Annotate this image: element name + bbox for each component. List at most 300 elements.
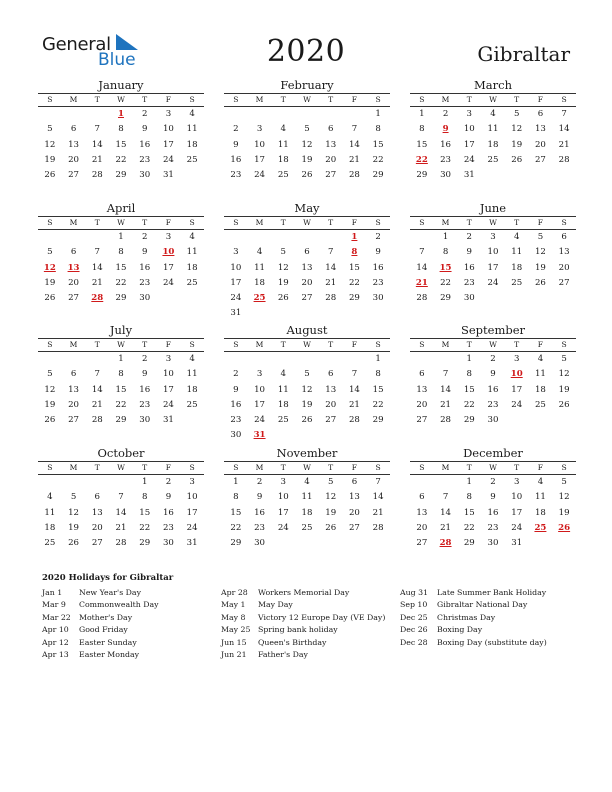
weekday-label: T (280, 340, 286, 349)
day-cell: 24 (254, 415, 266, 426)
day-cell: 15 (115, 262, 127, 273)
day-cell: 24 (162, 399, 174, 410)
day-cell: 1 (375, 109, 381, 119)
day-cell: 2 (466, 232, 473, 242)
day-cell: 16 (230, 154, 242, 165)
day-cell: 18 (186, 139, 198, 150)
holiday-name: May Day (258, 600, 293, 610)
weekday-label: S (233, 463, 239, 472)
day-cell: 28 (440, 415, 452, 426)
day-cell: 11 (487, 124, 499, 135)
day-cell: 13 (325, 139, 337, 150)
day-cell: 29 (115, 415, 127, 426)
holiday-date: Dec 26 (400, 625, 428, 635)
holiday-date: Apr 13 (42, 649, 69, 659)
day-cell: 29 (463, 538, 475, 549)
day-cell: 29 (115, 293, 127, 304)
day-cell: 3 (466, 109, 473, 119)
day-cell: 31 (162, 415, 174, 426)
day-cell: 25 (487, 154, 499, 165)
day-cell: 17 (511, 507, 523, 518)
holiday-entry (42, 587, 159, 599)
day-cell: 16 (487, 507, 499, 518)
day-grid (224, 475, 390, 551)
day-cell: 29 (230, 538, 242, 549)
day-cell: 24 (254, 170, 266, 181)
day-cell: 10 (487, 247, 499, 258)
day-cell: 9 (165, 492, 172, 503)
weekday-label: T (142, 340, 148, 349)
weekday-label: W (489, 218, 497, 227)
day-cell: 5 (561, 354, 567, 364)
holiday-name: Commonwealth Day (79, 600, 159, 610)
weekday-label: T (466, 95, 472, 104)
weekday-label: S (419, 463, 425, 472)
weekday-label: T (142, 463, 148, 472)
day-cell: 26 (44, 415, 56, 426)
empty-cell (343, 107, 367, 122)
day-grid (224, 352, 390, 444)
day-cell: 14 (372, 492, 384, 503)
day-cell: 21 (91, 399, 103, 410)
day-cell: 1 (141, 477, 148, 487)
day-cell: 23 (487, 522, 499, 533)
day-cell: 8 (466, 492, 473, 503)
day-cell: 2 (256, 477, 263, 487)
calendar-year: 2020 (266, 34, 346, 69)
day-cell: 29 (372, 170, 384, 181)
weekday-label: F (351, 218, 358, 227)
day-cell: 3 (165, 109, 172, 119)
month-june (410, 201, 576, 306)
day-cell: 24 (511, 522, 523, 533)
day-cell: 29 (416, 170, 428, 181)
weekday-label: F (537, 95, 544, 104)
day-cell: 8 (233, 492, 239, 503)
holiday-day: 25 (253, 293, 266, 304)
holiday-entry (221, 599, 385, 611)
holiday-date: Mar 22 (42, 612, 71, 622)
day-cell: 30 (440, 170, 452, 181)
day-cell: 28 (348, 415, 360, 426)
day-cell: 26 (301, 170, 313, 181)
day-cell: 18 (277, 154, 289, 165)
month-october (38, 446, 204, 551)
day-cell: 7 (419, 247, 425, 258)
holiday-name: Spring bank holiday (258, 625, 338, 635)
holiday-date: May 8 (221, 612, 246, 622)
weekday-label: T (94, 218, 100, 227)
holiday-day: 15 (439, 262, 452, 273)
day-cell: 12 (534, 247, 546, 258)
weekday-label: M (441, 218, 450, 227)
empty-cell (271, 107, 295, 122)
day-grid (38, 107, 204, 183)
day-cell: 6 (561, 232, 567, 242)
day-cell: 8 (466, 369, 473, 380)
day-cell: 16 (440, 139, 452, 150)
weekday-label: S (561, 218, 567, 227)
day-cell: 4 (47, 492, 53, 503)
month-december (410, 446, 576, 551)
weekday-label: T (514, 463, 520, 472)
day-cell: 18 (534, 384, 546, 395)
day-cell: 29 (440, 293, 452, 304)
day-cell: 16 (230, 399, 242, 410)
day-cell: 16 (139, 139, 151, 150)
day-cell: 9 (141, 124, 148, 135)
day-cell: 3 (233, 247, 239, 258)
month-title: June (479, 201, 507, 215)
day-cell: 7 (375, 477, 381, 487)
holiday-entry (400, 587, 547, 599)
weekday-label: S (375, 95, 381, 104)
day-cell: 23 (440, 154, 452, 165)
empty-cell (248, 107, 272, 122)
holiday-day: 28 (439, 538, 452, 549)
day-cell: 26 (325, 522, 337, 533)
empty-cell (295, 230, 319, 245)
day-cell: 5 (304, 369, 310, 380)
weekday-header (224, 93, 390, 107)
day-cell: 9 (256, 492, 263, 503)
weekday-label: M (69, 218, 78, 227)
month-title: November (276, 446, 338, 460)
day-cell: 10 (186, 492, 198, 503)
weekday-label: F (165, 463, 172, 472)
weekday-label: W (489, 340, 497, 349)
weekday-label: S (419, 95, 425, 104)
logo-general-text: General (42, 34, 111, 55)
weekday-header (410, 338, 576, 352)
weekday-label: M (255, 340, 264, 349)
day-cell: 20 (348, 507, 360, 518)
day-cell: 1 (118, 232, 124, 242)
empty-cell (62, 475, 86, 490)
day-cell: 2 (375, 232, 381, 242)
day-cell: 3 (513, 354, 520, 364)
weekday-label: S (47, 340, 53, 349)
day-cell: 22 (372, 399, 384, 410)
day-cell: 3 (165, 354, 172, 364)
day-cell: 3 (490, 232, 496, 242)
day-cell: 11 (44, 507, 56, 518)
month-february (224, 78, 390, 183)
weekday-label: T (466, 463, 472, 472)
weekday-label: W (489, 95, 497, 104)
day-cell: 6 (70, 124, 77, 135)
day-cell: 4 (280, 124, 287, 135)
month-july (38, 323, 204, 428)
day-cell: 28 (348, 170, 360, 181)
day-cell: 17 (511, 384, 523, 395)
weekday-label: T (142, 218, 148, 227)
day-cell: 4 (189, 232, 195, 242)
day-cell: 7 (94, 369, 101, 380)
day-cell: 29 (139, 538, 151, 549)
day-cell: 30 (139, 170, 151, 181)
weekday-label: T (280, 95, 286, 104)
holiday-date: Apr 12 (42, 637, 69, 647)
day-cell: 26 (44, 170, 56, 181)
day-cell: 23 (139, 399, 151, 410)
day-cell: 6 (537, 109, 544, 119)
holiday-entry (42, 599, 159, 611)
day-cell: 21 (558, 139, 570, 150)
holiday-column-2 (221, 587, 385, 661)
weekday-label: M (255, 218, 264, 227)
day-cell: 27 (348, 522, 360, 533)
day-cell: 29 (463, 415, 475, 426)
day-cell: 2 (490, 354, 496, 364)
weekday-header (224, 216, 390, 230)
empty-cell (410, 230, 434, 245)
day-cell: 15 (348, 262, 360, 273)
weekday-label: T (328, 218, 334, 227)
day-cell: 2 (141, 109, 148, 119)
day-cell: 19 (534, 262, 546, 273)
day-cell: 2 (141, 354, 148, 364)
day-cell: 2 (233, 124, 239, 135)
day-cell: 9 (233, 384, 239, 395)
day-cell: 20 (325, 154, 337, 165)
holiday-name: Gibraltar National Day (437, 600, 528, 610)
day-cell: 14 (91, 262, 103, 273)
holiday-entry (221, 624, 385, 636)
day-cell: 12 (558, 492, 570, 503)
day-cell: 21 (372, 507, 384, 518)
weekday-label: F (165, 218, 172, 227)
day-cell: 17 (230, 277, 242, 288)
day-cell: 27 (558, 277, 570, 288)
holiday-day: 1 (351, 232, 358, 242)
day-cell: 18 (487, 139, 499, 150)
day-cell: 9 (141, 247, 148, 258)
day-cell: 20 (416, 522, 428, 533)
day-cell: 25 (186, 277, 198, 288)
day-cell: 1 (466, 477, 473, 487)
weekday-label: T (280, 463, 286, 472)
holiday-date: May 25 (221, 625, 251, 635)
day-cell: 23 (372, 277, 384, 288)
empty-cell (62, 352, 86, 367)
day-cell: 7 (327, 247, 334, 258)
day-cell: 30 (372, 293, 384, 304)
day-cell: 1 (375, 354, 381, 364)
day-cell: 28 (115, 538, 127, 549)
weekday-label: M (441, 463, 450, 472)
weekday-label: W (117, 340, 125, 349)
day-cell: 16 (162, 507, 174, 518)
day-cell: 16 (463, 262, 475, 273)
day-cell: 25 (534, 399, 546, 410)
day-cell: 5 (304, 124, 310, 135)
day-cell: 15 (230, 507, 242, 518)
day-cell: 19 (277, 277, 289, 288)
day-cell: 11 (186, 247, 198, 258)
day-cell: 22 (372, 154, 384, 165)
day-cell: 8 (118, 247, 124, 258)
weekday-header (38, 93, 204, 107)
day-cell: 27 (68, 415, 80, 426)
day-cell: 3 (189, 477, 195, 487)
day-cell: 7 (442, 492, 449, 503)
day-cell: 11 (534, 492, 546, 503)
day-cell: 17 (186, 507, 198, 518)
day-cell: 2 (442, 109, 449, 119)
day-cell: 23 (230, 415, 242, 426)
weekday-label: W (303, 340, 311, 349)
month-august (224, 323, 390, 444)
day-cell: 23 (487, 399, 499, 410)
day-cell: 8 (118, 369, 124, 380)
holiday-day: 9 (442, 124, 449, 135)
day-cell: 5 (513, 109, 520, 119)
day-cell: 4 (304, 477, 310, 487)
weekday-label: S (233, 95, 239, 104)
day-grid (410, 352, 576, 428)
day-cell: 23 (139, 277, 151, 288)
holiday-name: Late Summer Bank Holiday (437, 588, 547, 597)
weekday-header (410, 461, 576, 475)
day-cell: 13 (325, 384, 337, 395)
day-cell: 12 (68, 507, 80, 518)
holiday-name: Christmas Day (437, 612, 496, 622)
empty-cell (38, 352, 62, 367)
weekday-label: F (165, 95, 172, 104)
day-cell: 8 (375, 369, 381, 380)
month-title: January (98, 78, 144, 92)
day-cell: 16 (139, 262, 151, 273)
day-cell: 24 (162, 154, 174, 165)
day-cell: 26 (558, 399, 570, 410)
day-cell: 22 (139, 522, 151, 533)
day-cell: 18 (44, 522, 56, 533)
day-cell: 5 (47, 124, 53, 135)
day-cell: 6 (327, 124, 334, 135)
day-cell: 15 (139, 507, 151, 518)
weekday-label: F (351, 95, 358, 104)
day-cell: 3 (256, 124, 263, 135)
day-cell: 20 (416, 399, 428, 410)
weekday-label: M (441, 95, 450, 104)
day-cell: 19 (325, 507, 337, 518)
holiday-name: Boxing Day (437, 625, 483, 635)
day-cell: 10 (162, 369, 174, 380)
day-cell: 6 (70, 247, 77, 258)
weekday-label: M (69, 340, 78, 349)
day-cell: 6 (327, 369, 334, 380)
holiday-name: Queen's Birthday (258, 637, 327, 647)
holiday-date: Jun 21 (221, 649, 247, 659)
day-cell: 30 (230, 430, 242, 441)
weekday-label: T (94, 340, 100, 349)
day-cell: 24 (230, 293, 242, 304)
holiday-date: Jan 1 (42, 588, 63, 597)
day-cell: 11 (186, 124, 198, 135)
day-cell: 17 (254, 154, 266, 165)
holiday-name: Good Friday (79, 625, 128, 635)
empty-cell (434, 475, 458, 490)
empty-cell (62, 107, 86, 122)
day-cell: 21 (115, 522, 127, 533)
empty-cell (319, 107, 343, 122)
day-cell: 1 (419, 109, 425, 119)
day-cell: 26 (44, 293, 56, 304)
day-cell: 14 (416, 262, 428, 273)
day-cell: 17 (277, 507, 289, 518)
day-cell: 22 (115, 154, 127, 165)
day-cell: 26 (511, 154, 523, 165)
day-cell: 11 (277, 139, 289, 150)
day-cell: 25 (44, 538, 56, 549)
month-title: August (286, 323, 328, 337)
day-cell: 19 (44, 277, 56, 288)
empty-cell (410, 475, 434, 490)
day-cell: 24 (463, 154, 475, 165)
day-cell: 3 (165, 232, 172, 242)
weekday-label: T (328, 95, 334, 104)
day-cell: 25 (186, 399, 198, 410)
empty-cell (38, 230, 62, 245)
weekday-label: S (233, 218, 239, 227)
holiday-entry (42, 649, 159, 661)
weekday-label: S (189, 340, 195, 349)
day-cell: 31 (511, 538, 523, 549)
day-cell: 23 (254, 522, 266, 533)
day-cell: 14 (325, 262, 337, 273)
empty-cell (295, 352, 319, 367)
day-cell: 18 (254, 277, 266, 288)
day-cell: 11 (186, 369, 198, 380)
day-cell: 4 (537, 477, 544, 487)
day-grid (410, 475, 576, 551)
day-cell: 23 (230, 170, 242, 181)
month-title: April (106, 201, 136, 215)
day-cell: 23 (162, 522, 174, 533)
empty-cell (434, 352, 458, 367)
weekday-label: S (375, 218, 381, 227)
weekday-label: T (514, 340, 520, 349)
day-cell: 13 (534, 124, 546, 135)
holiday-date: Dec 25 (400, 612, 428, 622)
day-cell: 6 (419, 492, 425, 503)
day-grid (38, 230, 204, 306)
holiday-day: 22 (415, 154, 428, 165)
weekday-label: T (328, 340, 334, 349)
weekday-label: S (375, 340, 381, 349)
day-cell: 29 (372, 415, 384, 426)
holiday-day: 25 (534, 522, 547, 533)
day-cell: 14 (440, 384, 452, 395)
day-cell: 11 (511, 247, 523, 258)
day-cell: 27 (68, 293, 80, 304)
holiday-column-1 (42, 587, 159, 661)
weekday-label: T (466, 218, 472, 227)
day-cell: 27 (325, 170, 337, 181)
day-cell: 22 (440, 277, 452, 288)
day-cell: 11 (534, 369, 546, 380)
day-cell: 5 (561, 477, 567, 487)
weekday-label: W (489, 463, 497, 472)
day-cell: 27 (91, 538, 103, 549)
day-cell: 10 (254, 139, 266, 150)
day-cell: 5 (47, 369, 53, 380)
day-cell: 27 (534, 154, 546, 165)
day-cell: 9 (466, 247, 473, 258)
day-cell: 21 (348, 399, 360, 410)
holiday-name: Father's Day (258, 649, 308, 659)
